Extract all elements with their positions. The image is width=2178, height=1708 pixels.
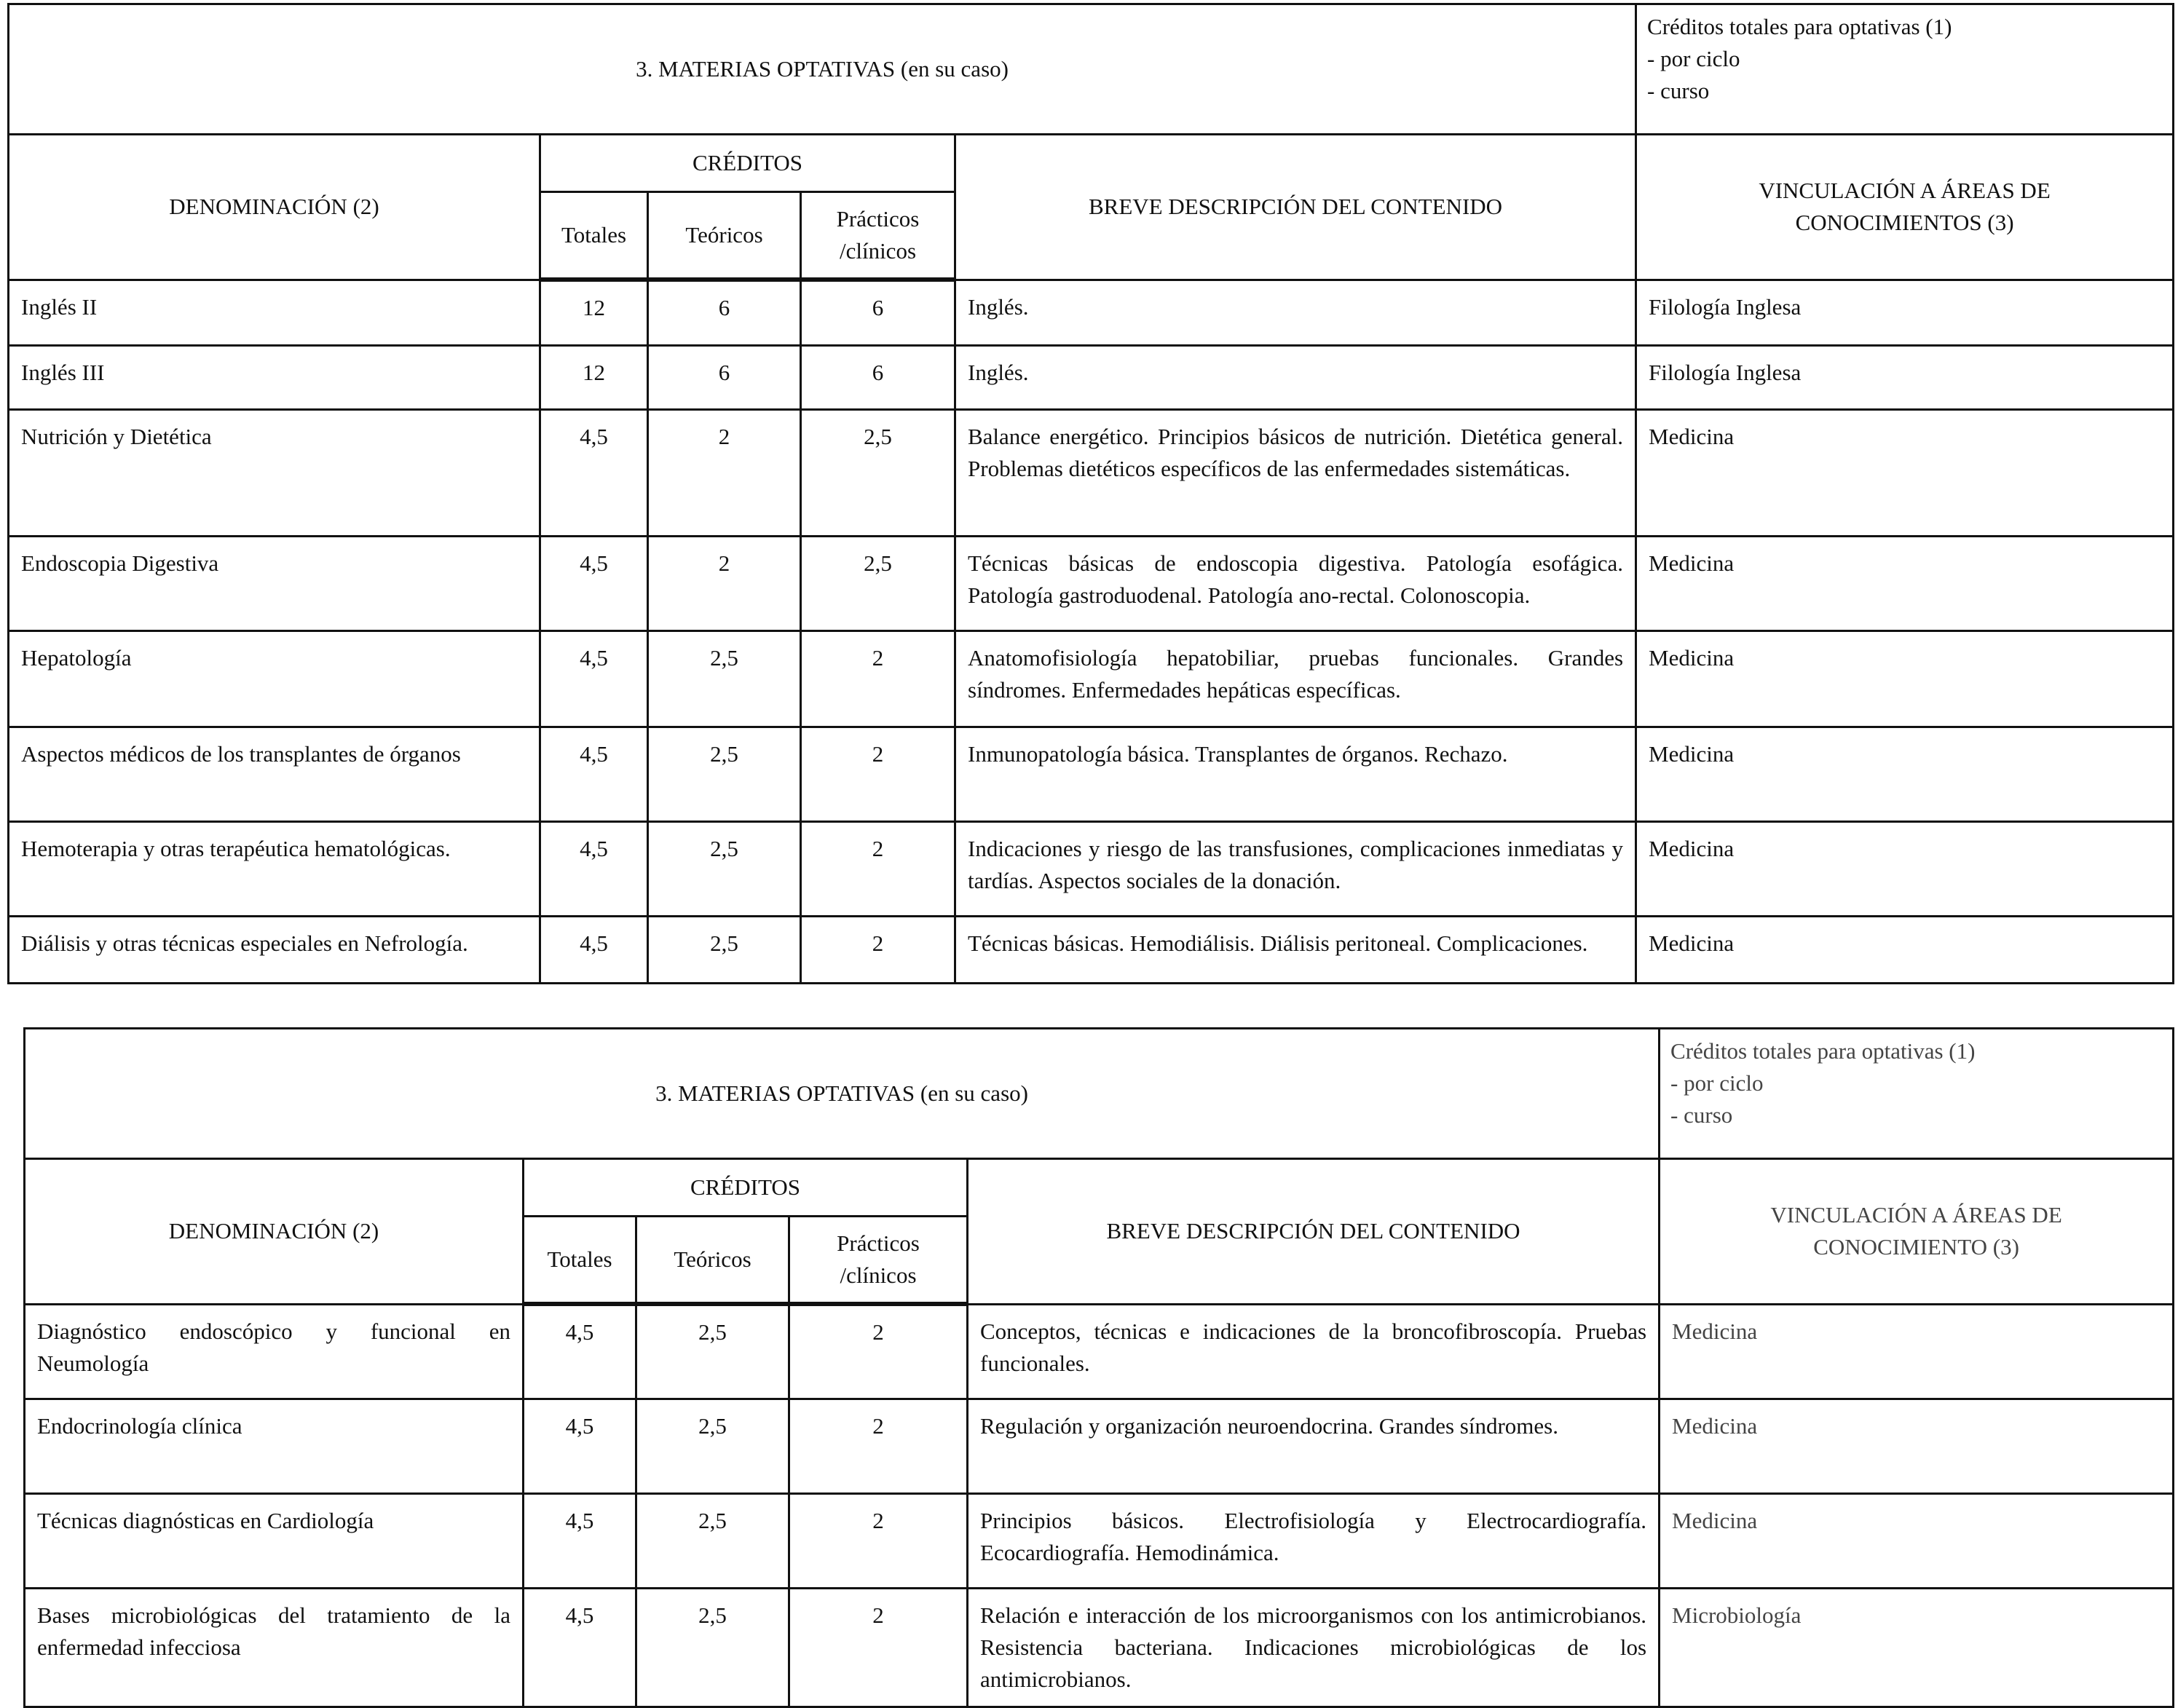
header-denominacion: DENOMINACIÓN (2)	[9, 135, 540, 280]
knowledge-area: Medicina	[1636, 916, 2174, 983]
header-creditos: CRÉDITOS	[524, 1159, 968, 1217]
credits-totales: 4,5	[524, 1588, 636, 1707]
knowledge-area: Medicina	[1636, 536, 2174, 630]
knowledge-area: Medicina	[1660, 1304, 2174, 1399]
subject-name: Inglés II	[9, 280, 540, 345]
credits-practicos: 2	[789, 1493, 968, 1588]
subject-description: Indicaciones y riesgo de las transfusiones, complicaciones inmediatas y tardías. Aspectos sociales de la donación.	[955, 821, 1636, 916]
header-teoricos: Teóricos	[648, 192, 801, 280]
subject-description: Regulación y organización neuroendocrina. Grandes síndromes.	[968, 1399, 1660, 1493]
knowledge-area: Medicina	[1636, 409, 2174, 536]
subject-name: Hepatología	[9, 630, 540, 727]
table-row	[9, 916, 2174, 983]
credits-totales: 4,5	[540, 727, 648, 821]
credits-teoricos: 6	[648, 280, 801, 345]
knowledge-area: Medicina	[1660, 1493, 2174, 1588]
credits-summary	[1660, 1029, 2174, 1159]
subject-description: Técnicas básicas de endoscopia digestiva. Patología esofágica. Patología gastroduodenal. Patología ano-rectal. Colonoscopia.	[955, 536, 1636, 630]
knowledge-area: Medicina	[1636, 630, 2174, 727]
knowledge-area: Filología Inglesa	[1636, 345, 2174, 409]
credits-teoricos: 6	[648, 345, 801, 409]
table-row	[9, 727, 2174, 821]
credits-practicos: 2	[801, 727, 955, 821]
credits-practicos: 6	[801, 280, 955, 345]
optativas-table-2	[23, 1027, 2174, 1708]
subject-name: Aspectos médicos de los transplantes de órganos	[9, 727, 540, 821]
credits-summary-line: Créditos totales para optativas (1)	[1670, 1038, 1976, 1064]
credits-teoricos: 2	[648, 409, 801, 536]
credits-totales: 4,5	[540, 916, 648, 983]
header-vinculacion: VINCULACIÓN A ÁREAS DE CONOCIMIENTO (3)	[1660, 1159, 2174, 1305]
table-row	[25, 1588, 2174, 1707]
credits-summary-line: - curso	[1647, 78, 1710, 103]
subject-description: Relación e interacción de los microorganismos con los antimicrobianos. Resistencia bacteriana. Indicaciones microbiológicas de los antimicrobianos.	[968, 1588, 1660, 1707]
credits-practicos: 2	[789, 1588, 968, 1707]
subject-name: Inglés III	[9, 345, 540, 409]
subject-description: Inglés.	[955, 345, 1636, 409]
credits-totales: 4,5	[540, 409, 648, 536]
knowledge-area: Medicina	[1660, 1399, 2174, 1493]
subject-name: Técnicas diagnósticas en Cardiología	[25, 1493, 524, 1588]
table-row	[9, 536, 2174, 630]
credits-practicos: 2	[801, 630, 955, 727]
table-row	[9, 409, 2174, 536]
header-denominacion: DENOMINACIÓN (2)	[25, 1159, 524, 1305]
subject-name: Diálisis y otras técnicas especiales en Nefrología.	[9, 916, 540, 983]
credits-totales: 4,5	[540, 630, 648, 727]
subject-description: Inmunopatología básica. Transplantes de órganos. Rechazo.	[955, 727, 1636, 821]
header-descripcion: BREVE DESCRIPCIÓN DEL CONTENIDO	[955, 135, 1636, 280]
credits-teoricos: 2,5	[648, 727, 801, 821]
header-practicos: Prácticos /clínicos	[801, 192, 955, 280]
credits-teoricos: 2	[648, 536, 801, 630]
table-row	[25, 1493, 2174, 1588]
knowledge-area: Filología Inglesa	[1636, 280, 2174, 345]
section-title: 3. MATERIAS OPTATIVAS (en su caso)	[25, 1029, 1660, 1159]
knowledge-area: Medicina	[1636, 727, 2174, 821]
credits-practicos: 2,5	[801, 409, 955, 536]
credits-totales: 4,5	[540, 821, 648, 916]
header-teoricos: Teóricos	[636, 1217, 789, 1305]
credits-teoricos: 2,5	[636, 1399, 789, 1493]
subject-name: Endocrinología clínica	[25, 1399, 524, 1493]
credits-summary	[1636, 4, 2174, 135]
credits-teoricos: 2,5	[648, 916, 801, 983]
credits-totales: 4,5	[540, 536, 648, 630]
credits-summary-line: - curso	[1670, 1102, 1733, 1128]
credits-totales: 4,5	[524, 1493, 636, 1588]
table-row	[9, 630, 2174, 727]
credits-totales: 4,5	[524, 1304, 636, 1399]
header-totales: Totales	[524, 1217, 636, 1305]
table-row	[9, 345, 2174, 409]
credits-practicos: 2	[789, 1304, 968, 1399]
section-title: 3. MATERIAS OPTATIVAS (en su caso)	[9, 4, 1636, 135]
table-row	[9, 821, 2174, 916]
header-totales: Totales	[540, 192, 648, 280]
subject-description: Conceptos, técnicas e indicaciones de la broncofibroscopía. Pruebas funcionales.	[968, 1304, 1660, 1399]
header-descripcion: BREVE DESCRIPCIÓN DEL CONTENIDO	[968, 1159, 1660, 1305]
subject-description: Inglés.	[955, 280, 1636, 345]
credits-teoricos: 2,5	[636, 1304, 789, 1399]
subject-name: Bases microbiológicas del tratamiento de la enfermedad infecciosa	[25, 1588, 524, 1707]
credits-summary-line: - por ciclo	[1647, 46, 1740, 71]
credits-teoricos: 2,5	[636, 1493, 789, 1588]
optativas-table-1	[7, 3, 2174, 984]
credits-practicos: 2,5	[801, 536, 955, 630]
credits-totales: 12	[540, 280, 648, 345]
credits-practicos: 6	[801, 345, 955, 409]
credits-summary-line: - por ciclo	[1670, 1070, 1764, 1096]
credits-teoricos: 2,5	[648, 630, 801, 727]
knowledge-area: Microbiología	[1660, 1588, 2174, 1707]
credits-practicos: 2	[789, 1399, 968, 1493]
subject-description: Anatomofisiología hepatobiliar, pruebas funcionales. Grandes síndromes. Enfermedades hepáticas específicas.	[955, 630, 1636, 727]
header-vinculacion: VINCULACIÓN A ÁREAS DE CONOCIMIENTOS (3)	[1636, 135, 2174, 280]
knowledge-area: Medicina	[1636, 821, 2174, 916]
credits-teoricos: 2,5	[648, 821, 801, 916]
subject-name: Hemoterapia y otras terapéutica hematológicas.	[9, 821, 540, 916]
header-practicos: Prácticos /clínicos	[789, 1217, 968, 1305]
subject-name: Diagnóstico endoscópico y funcional en Neumología	[25, 1304, 524, 1399]
credits-practicos: 2	[801, 916, 955, 983]
subject-name: Endoscopia Digestiva	[9, 536, 540, 630]
credits-totales: 4,5	[524, 1399, 636, 1493]
credits-summary-line: Créditos totales para optativas (1)	[1647, 14, 1952, 39]
header-creditos: CRÉDITOS	[540, 135, 955, 192]
table-row	[9, 280, 2174, 345]
table-row	[25, 1304, 2174, 1399]
credits-practicos: 2	[801, 821, 955, 916]
credits-totales: 12	[540, 345, 648, 409]
subject-description: Principios básicos. Electrofisiología y Electrocardiografía. Ecocardiografía. Hemodinámica.	[968, 1493, 1660, 1588]
subject-name: Nutrición y Dietética	[9, 409, 540, 536]
credits-teoricos: 2,5	[636, 1588, 789, 1707]
table-row	[25, 1399, 2174, 1493]
subject-description: Técnicas básicas. Hemodiálisis. Diálisis peritoneal. Complicaciones.	[955, 916, 1636, 983]
subject-description: Balance energético. Principios básicos de nutrición. Dietética general. Problemas dietéticos específicos de las enfermedades sistemáticas.	[955, 409, 1636, 536]
